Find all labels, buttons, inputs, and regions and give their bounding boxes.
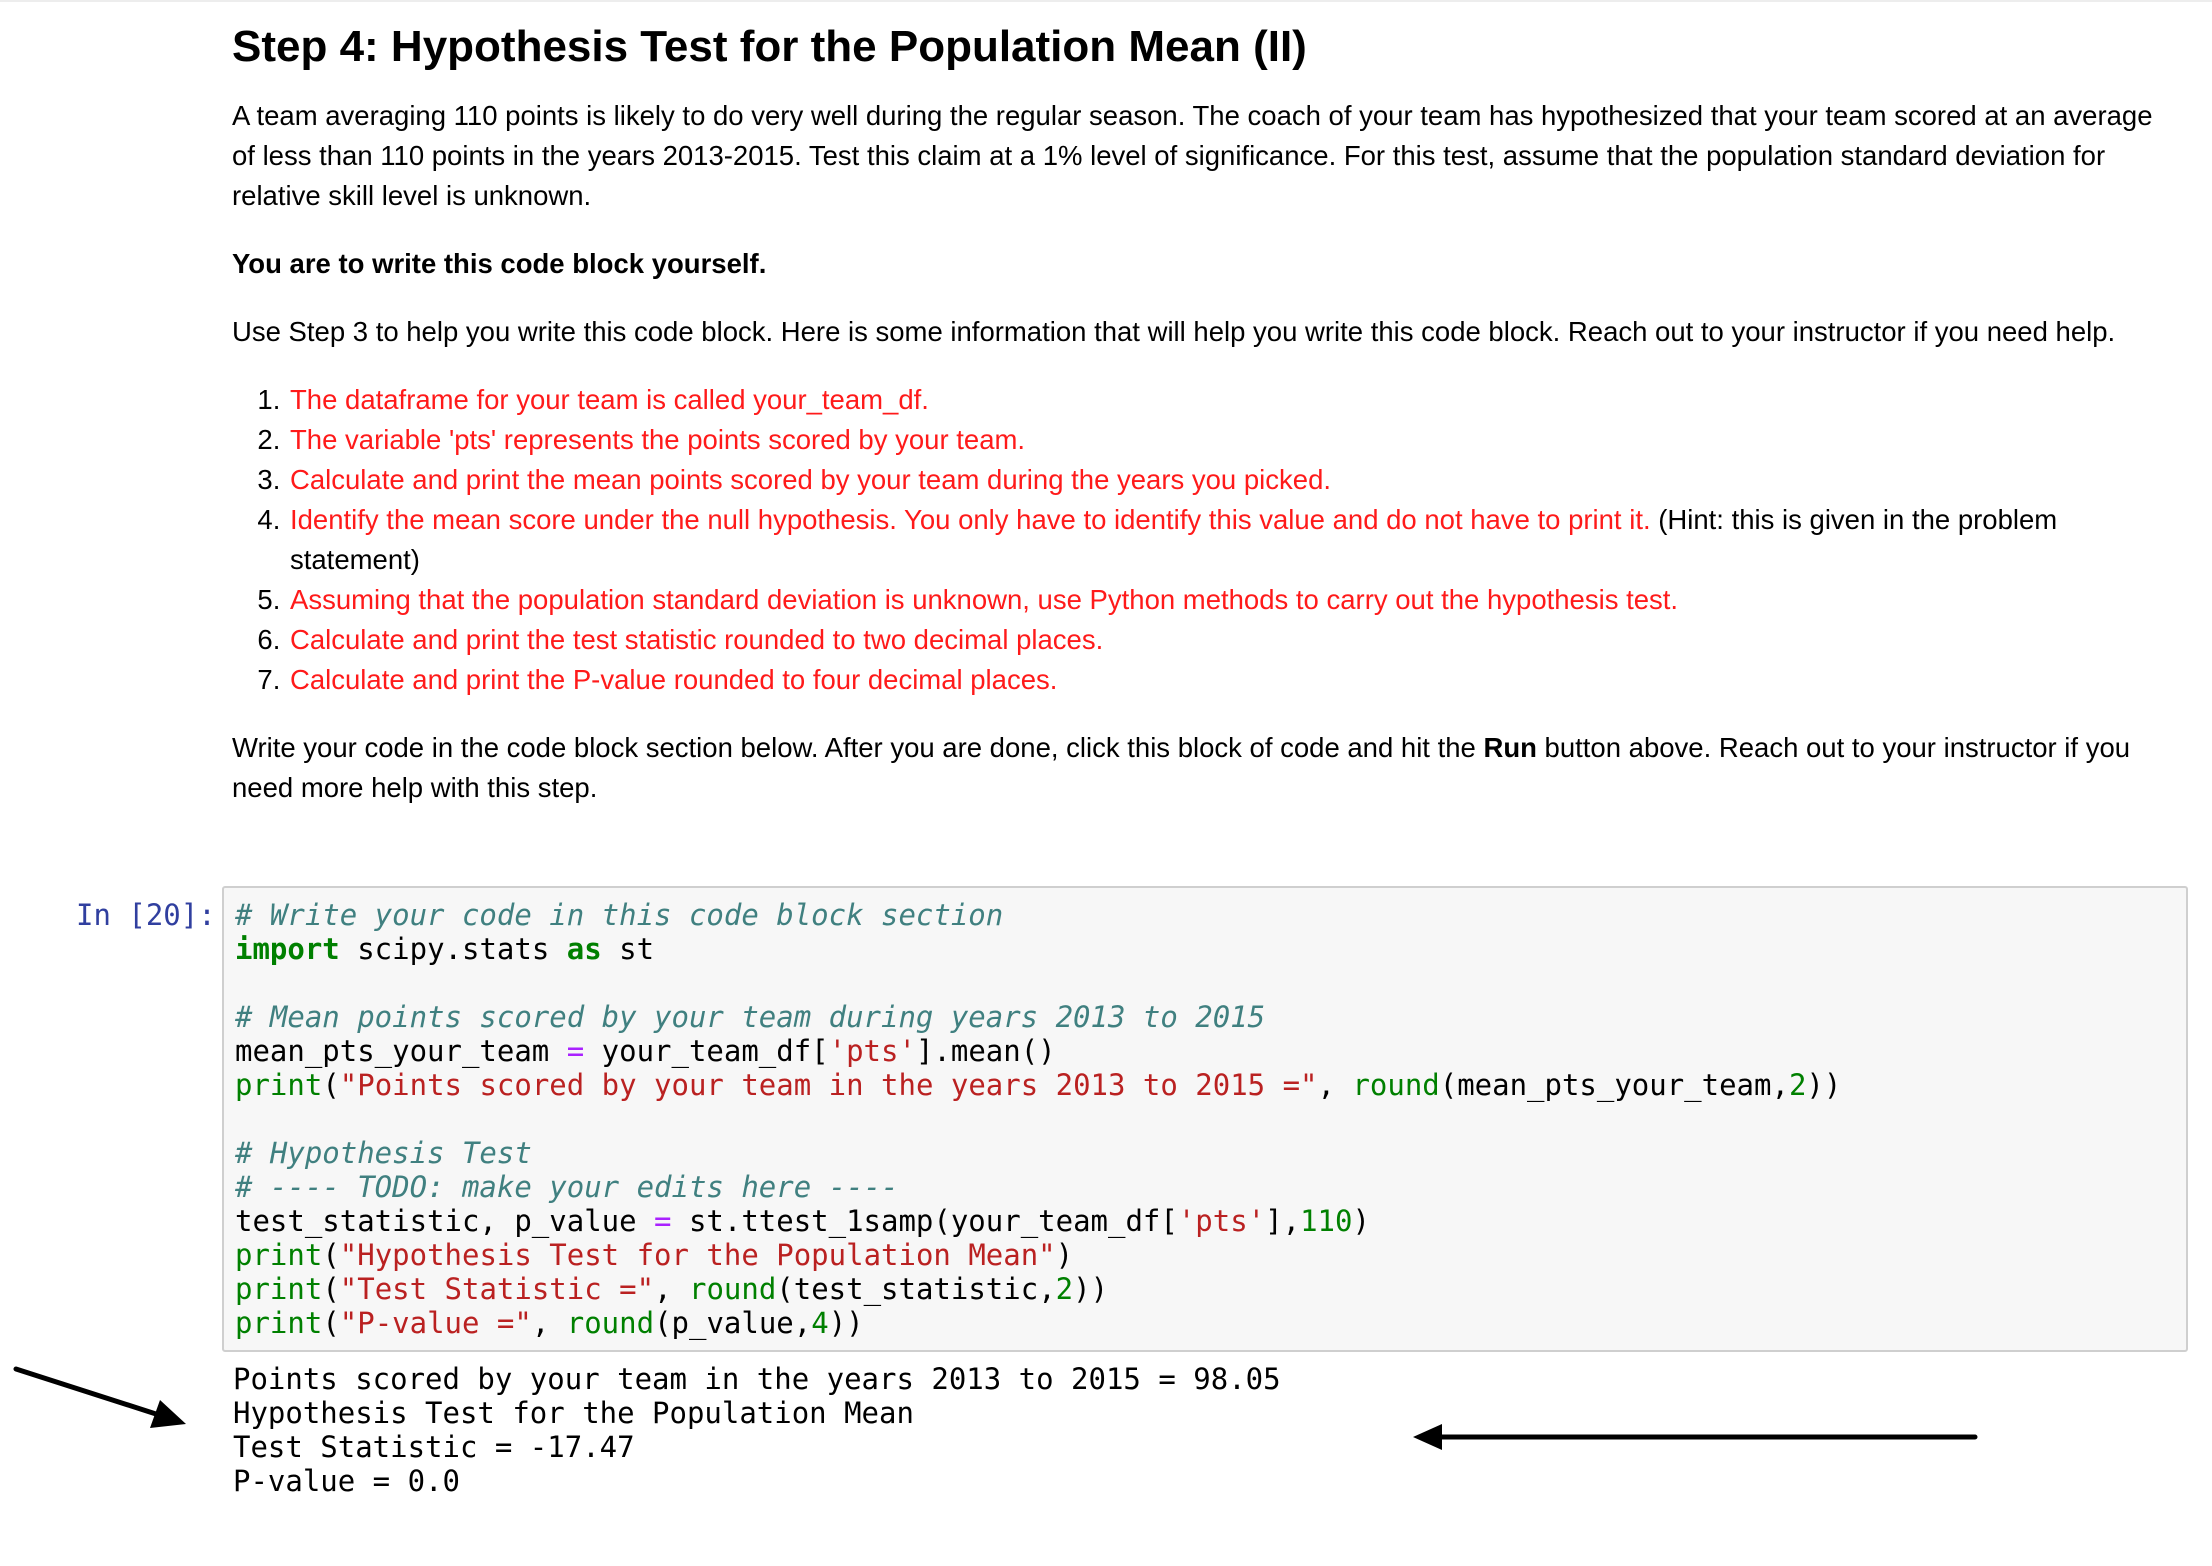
code-token: ) xyxy=(1352,1204,1370,1238)
code-token: ) xyxy=(1055,1238,1074,1272)
code-token: print xyxy=(235,1068,323,1102)
code-token: print xyxy=(235,1272,323,1306)
code-token: "Test Statistic =" xyxy=(339,1272,655,1306)
code-token: test_statistic, p_value xyxy=(235,1204,655,1238)
code-token: mean_pts_your_team xyxy=(235,1034,567,1068)
code-token: as xyxy=(566,932,602,966)
code-token: = xyxy=(566,1034,585,1068)
code-token: st.ttest_1samp(your_team_df[ xyxy=(671,1204,1178,1238)
use-step-paragraph: Use Step 3 to help you write this code block. Here is some information that will help you write this code block. Reach out to your instructor if you need help. xyxy=(232,316,2116,347)
code-token: 110 xyxy=(1300,1204,1353,1238)
code-token: 'pts' xyxy=(1177,1204,1266,1238)
code-token: # Write your code in this code block section xyxy=(235,898,1004,932)
code-token: (p_value, xyxy=(654,1306,812,1340)
code-token: ( xyxy=(322,1306,340,1340)
step-heading: Step 4: Hypothesis Test for the Population Mean (II) xyxy=(232,22,1307,71)
instruction-text: The dataframe for your team is called your_team_df. xyxy=(290,384,929,415)
instruction-hint: (Hint: this is given in the problem statement) xyxy=(290,504,2058,575)
code-token: your_team_df[ xyxy=(584,1034,829,1068)
code-token: print xyxy=(235,1238,323,1272)
output-line: Points scored by your team in the years 2013 to 2015 = 98.05 xyxy=(233,1362,1281,1396)
code-token: )) xyxy=(1806,1068,1842,1102)
code-token: # Mean points scored by your team during years 2013 to 2015 xyxy=(235,1000,1266,1034)
code-token: 2 xyxy=(1788,1068,1807,1102)
right-arrow-icon xyxy=(1413,1424,1975,1450)
code-token: , xyxy=(1317,1068,1353,1102)
code-token: ( xyxy=(322,1272,340,1306)
output-line: Hypothesis Test for the Population Mean xyxy=(233,1396,914,1430)
code-token: "Points scored by your team in the years 2013 to 2015 =" xyxy=(339,1068,1318,1102)
code-token: 'pts' xyxy=(828,1034,916,1068)
output-line: Test Statistic = -17.47 xyxy=(233,1430,635,1464)
instruction-text: Calculate and print the test statistic rounded to two decimal places. xyxy=(290,624,1104,655)
code-token: (test_statistic, xyxy=(776,1272,1056,1306)
code-token: )) xyxy=(828,1306,864,1340)
code-token: ], xyxy=(1265,1204,1301,1238)
code-token: )) xyxy=(1073,1272,1109,1306)
code-token: # ---- TODO: make your edits here ---- xyxy=(235,1170,899,1204)
code-token: # Hypothesis Test xyxy=(235,1136,532,1170)
input-prompt: In [20]: xyxy=(76,898,216,932)
left-arrow-icon xyxy=(16,1369,186,1428)
code-token: ].mean() xyxy=(915,1034,1056,1068)
code-token: import xyxy=(235,932,340,966)
code-token: st xyxy=(601,932,655,966)
write-yourself-note: You are to write this code block yourself. xyxy=(232,248,767,279)
instruction-text: Identify the mean score under the null hypothesis. You only have to identify this value and do not have to print it. xyxy=(290,504,1651,535)
code-token: ( xyxy=(322,1238,340,1272)
instruction-text: Assuming that the population standard deviation is unknown, use Python methods to carry out the hypothesis test. xyxy=(290,584,1679,615)
code-token: "Hypothesis Test for the Population Mean" xyxy=(339,1238,1056,1272)
code-token: round xyxy=(1352,1068,1440,1102)
code-token: 4 xyxy=(811,1306,829,1340)
code-token: ( xyxy=(322,1068,340,1102)
run-button-reference: Run xyxy=(1483,732,1537,763)
write-code-text-end: button above. Reach out to your instructor if you need more help with this step. xyxy=(232,732,2131,803)
intro-paragraph: A team averaging 110 points is likely to do very well during the regular season. The coach of your team has hypothesized that your team scored at an average of less than 110 points in the years 2013-2015. Test this claim at a 1% level of significance. For this test, assume that the population standard deviation for relative skill level is unknown. xyxy=(232,100,2153,211)
code-token: round xyxy=(566,1306,655,1340)
output-line: P-value = 0.0 xyxy=(233,1464,460,1498)
instruction-text: Calculate and print the P-value rounded to four decimal places. xyxy=(290,664,1058,695)
code-token: scipy.stats xyxy=(339,932,567,966)
code-token: , xyxy=(531,1306,567,1340)
write-code-text: Write your code in the code block section below. After you are done, click this block of code and hit the xyxy=(232,732,1484,763)
code-token: = xyxy=(654,1204,672,1238)
code-token: , xyxy=(654,1272,689,1306)
instruction-text: Calculate and print the mean points scored by your team during the years you picked. xyxy=(290,464,1331,495)
code-token: round xyxy=(688,1272,777,1306)
code-token: "P-value =" xyxy=(339,1306,532,1340)
code-token: (mean_pts_your_team, xyxy=(1439,1068,1789,1102)
code-token: 2 xyxy=(1055,1272,1074,1306)
instruction-text: The variable 'pts' represents the points scored by your team. xyxy=(290,424,1026,455)
code-token: print xyxy=(235,1306,323,1340)
